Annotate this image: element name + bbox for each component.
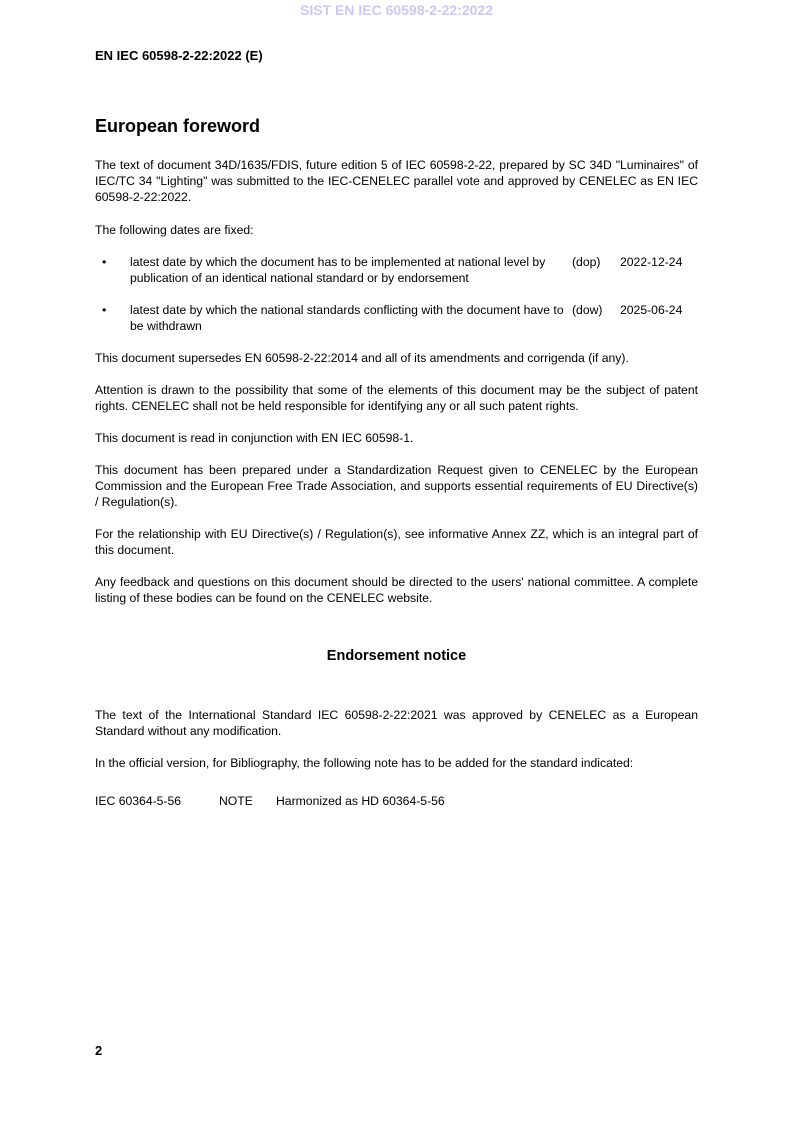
patent-paragraph: Attention is drawn to the possibility that some of the elements of this document may be the subject of patent rights. CENELEC shall not be held responsible for identifying any or all such patent rights. (95, 383, 698, 413)
date-item-code: (dop) (572, 255, 601, 269)
standardization-paragraph: This document has been prepared under a Standardization Request given to CENELEC by the European Commission and the European Free Trade Association, and supports essential requirements of EU Directive(s) / Regulation(s). (95, 463, 698, 509)
page-number: 2 (95, 1043, 103, 1058)
relationship-paragraph: For the relationship with EU Directive(s) / Regulation(s), see informative Annex ZZ, which is an integral part of this document. (95, 527, 698, 557)
endorsement-title: Endorsement notice (326, 648, 467, 664)
watermark: SIST EN IEC 60598-2-22:2022 (300, 2, 493, 18)
endorsement-text: The text of the International Standard IEC 60598-2-22:2021 was approved by CENELEC as a European Standard without any modification. (95, 708, 698, 738)
supersedes-paragraph: This document supersedes EN 60598-2-22:2014 and all of its amendments and corrigenda (if any). (95, 351, 629, 365)
note-text: Harmonized as HD 60364-5-56 (276, 794, 445, 808)
feedback-paragraph: Any feedback and questions on this document should be directed to the users' national committee. A complete listing of these bodies can be found on the CENELEC website. (95, 575, 698, 605)
conjunction-paragraph: This document is read in conjunction with EN IEC 60598-1. (95, 431, 414, 445)
date-item-date: 2022-12-24 (620, 255, 683, 269)
dates-intro: The following dates are fixed: (95, 223, 254, 237)
bibliography-paragraph: In the official version, for Bibliography, the following note has to be added for the standard indicated: (95, 756, 634, 770)
bullet-icon: • (102, 303, 107, 317)
date-item-date: 2025-06-24 (620, 303, 683, 317)
note-label: NOTE (219, 794, 253, 808)
foreword-title: European foreword (95, 116, 261, 136)
date-item-code: (dow) (572, 303, 603, 317)
bullet-icon: • (102, 255, 107, 269)
foreword-intro: The text of document 34D/1635/FDIS, future edition 5 of IEC 60598-2-22, prepared by SC 34D "Luminaires" of IEC/TC 34 "Lighting" was submitted to the IEC-CENELEC parallel vote and approved by CENELEC as EN IEC 60598-2-22:2022. (95, 158, 698, 204)
date-item-text: latest date by which the document has to be implemented at national level by publication of an identical national standard or by endorsement (130, 255, 546, 285)
date-item-text: latest date by which the national standards conflicting with the document have to be withdrawn (130, 303, 564, 333)
note-standard: IEC 60364-5-56 (95, 794, 182, 808)
document-header: EN IEC 60598-2-22:2022 (E) (95, 48, 263, 63)
